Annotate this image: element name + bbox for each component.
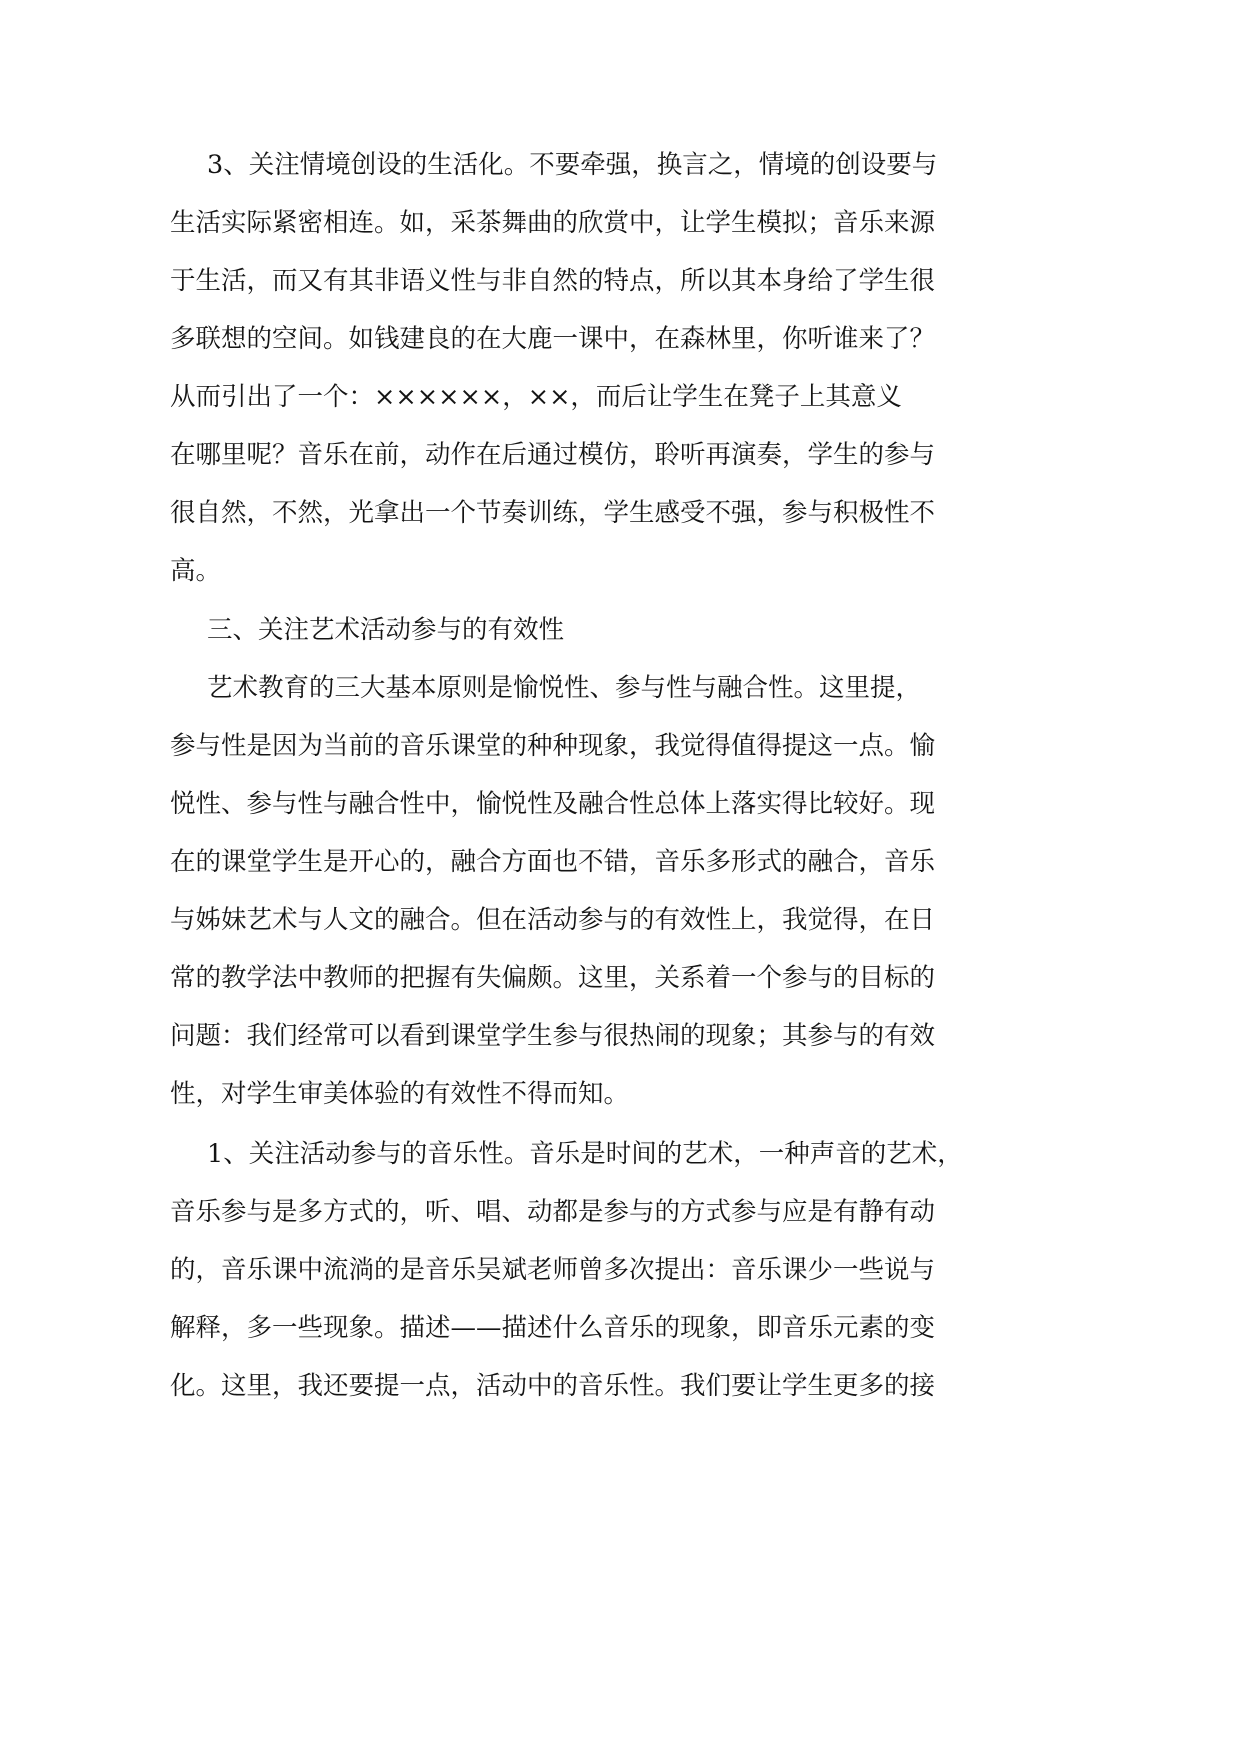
text-line: 参与性是因为当前的音乐课堂的种种现象，我觉得值得提这一点。愉 — [170, 731, 936, 761]
text-line: 从而引出了一个：××××××，××，而后让学生在凳子上其意义 — [170, 382, 902, 412]
text-line: 解释，多一些现象。描述——描述什么音乐的现象，即音乐元素的变 — [170, 1313, 936, 1343]
paragraph-situation-creation — [170, 136, 1170, 600]
text-line: 在哪里呢？音乐在前，动作在后通过模仿，聆听再演奏，学生的参与 — [170, 440, 936, 470]
text-line: 问题：我们经常可以看到课堂学生参与很热闹的现象；其参与的有效 — [170, 1021, 936, 1051]
text-line: 3、关注情境创设的生活化。不要牵强，换言之，情境的创设要与 — [207, 150, 938, 180]
text-line: 高。 — [170, 556, 222, 586]
text-line: 生活实际紧密相连。如，采茶舞曲的欣赏中，让学生模拟；音乐来源 — [170, 208, 936, 238]
text-line: 于生活，而又有其非语义性与非自然的特点，所以其本身给了学生很 — [170, 266, 936, 296]
text-line: 很自然，不然，光拿出一个节奏训练，学生感受不强，参与积极性不 — [170, 498, 936, 528]
text-line: 艺术教育的三大基本原则是愉悦性、参与性与融合性。这里提， — [207, 673, 922, 703]
text-line: 常的教学法中教师的把握有失偏颇。这里，关系着一个参与的目标的 — [170, 963, 936, 993]
section-heading-text: 三、关注艺术活动参与的有效性 — [207, 615, 565, 645]
text-line: 多联想的空间。如钱建良的在大鹿一课中，在森林里，你听谁来了？ — [170, 324, 936, 354]
text-line: 1、关注活动参与的音乐性。音乐是时间的艺术，一种声音的艺术， — [207, 1139, 963, 1169]
text-line: 悦性、参与性与融合性中，愉悦性及融合性总体上落实得比较好。现 — [170, 789, 936, 819]
text-line: 性，对学生审美体验的有效性不得而知。 — [170, 1079, 630, 1109]
paragraph-musicality — [170, 1125, 1170, 1415]
paragraph-art-education-principles — [170, 659, 1170, 1123]
section-heading — [170, 601, 1170, 659]
text-line: 在的课堂学生是开心的，融合方面也不错，音乐多形式的融合，音乐 — [170, 847, 936, 877]
text-line: 的，音乐课中流淌的是音乐吴斌老师曾多次提出：音乐课少一些说与 — [170, 1255, 936, 1285]
text-line: 与姊妹艺术与人文的融合。但在活动参与的有效性上，我觉得，在日 — [170, 905, 936, 935]
text-line: 音乐参与是多方式的，听、唱、动都是参与的方式参与应是有静有动 — [170, 1197, 936, 1227]
text-line: 化。这里，我还要提一点，活动中的音乐性。我们要让学生更多的接 — [170, 1371, 936, 1401]
